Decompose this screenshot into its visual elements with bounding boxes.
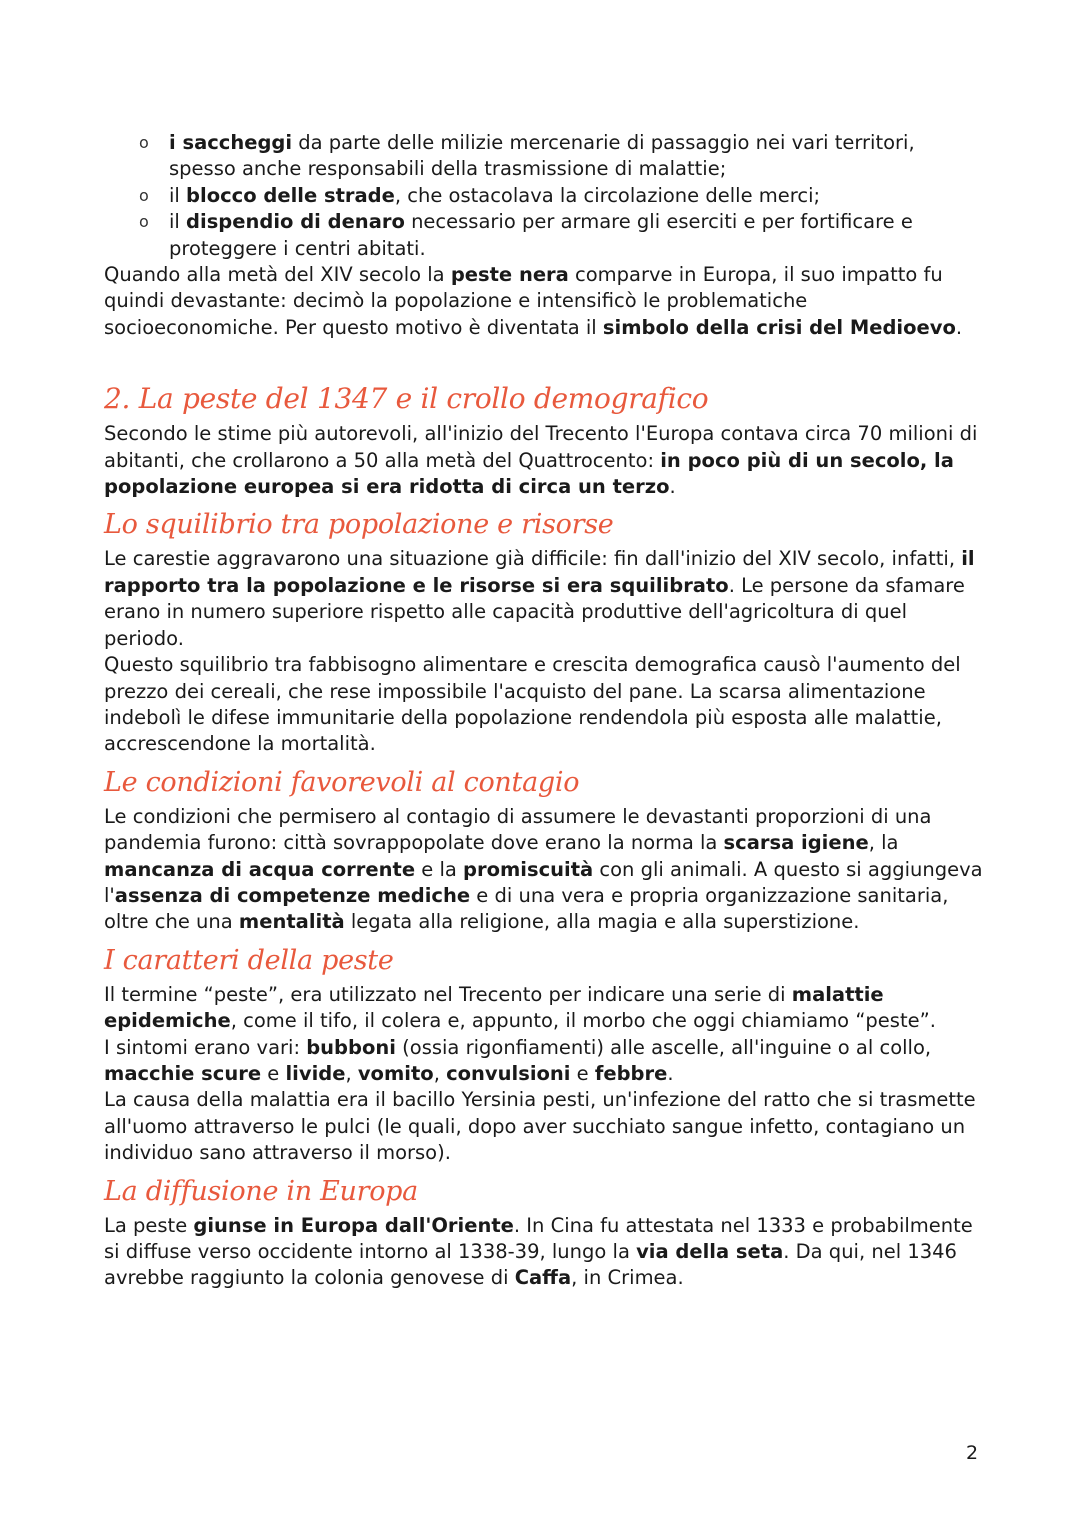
squilibrio-paragraph-2: Questo squilibrio tra fabbisogno alimentare e crescita demografica causò l'aumento del prezzo dei cereali, che rese impossibile l'acquisto del pane. La scarsa alimentazione indebolì le difese immunitarie della popolazione rendendola più esposta alle malattie, accrescendone la mortalità. <box>104 653 961 756</box>
squilibrio-paragraph-1: Le carestie aggravarono una situazione già difficile: fin dall'inizio del XIV secolo, infatti, il rapporto tra la popolazione e le risorse si era squilibrato. Le persone da sfamare erano in numero superiore rispetto alle capacità produttive dell'agricoltura di quel periodo. <box>104 547 975 650</box>
list-item: o il dispendio di denaro necessario per armare gli eserciti e per fortificare e proteggere i centri abitati. <box>139 210 913 260</box>
squilibrio-heading: Lo squilibrio tra popolazione e risorse <box>104 509 614 541</box>
circle-bullet-icon: o <box>139 133 149 152</box>
document-page <box>104 130 984 1292</box>
list-item: o i saccheggi da parte delle milizie mercenarie di passaggio nei vari territori, spesso anche responsabili della trasmissione di malattie; <box>139 131 915 181</box>
intro-paragraph: Quando alla metà del XIV secolo la peste nera comparve in Europa, il suo impatto fu quindi devastante: decimò la popolazione e intensificò le problematiche socioeconomiche. Per questo motivo è diventata il simbolo della crisi del Medioevo. <box>104 263 963 339</box>
diffusione-paragraph: La peste giunse in Europa dall'Oriente. In Cina fu attestata nel 1333 e probabilmente si diffuse verso occidente intorno al 1338-39, lungo la via della seta. Da qui, nel 1346 avrebbe raggiunto la colonia genovese di Caffa, in Crimea. <box>104 1213 973 1290</box>
circle-bullet-icon: o <box>139 185 149 205</box>
section-2-heading: 2. La peste del 1347 e il crollo demografico <box>104 382 709 416</box>
condizioni-heading: Le condizioni favorevoli al contagio <box>104 766 580 798</box>
circle-bullet-icon: o <box>139 212 149 232</box>
condizioni-paragraph: Le condizioni che permisero al contagio di assumere le devastanti proporzioni di una pandemia furono: città sovrappopolate dove erano la norma la scarsa igiene, la mancanza di acqua corrente e la promiscuità con gli animali. A questo si aggiungeva l'assenza di competenze mediche e di una vera e propria organizzazione sanitaria, oltre che una mentalità legata alla religione, alla magia e alla superstizione. <box>104 804 983 934</box>
caratteri-paragraph-1: Il termine “peste”, era utilizzato nel Trecento per indicare una serie di malattie epidemiche, come il tifo, il colera e, appunto, il morbo che oggi chiamiamo “peste”. <box>104 982 936 1033</box>
page-number: 2 <box>966 1442 979 1464</box>
caratteri-paragraph-3: La causa della malattia era il bacillo Yersinia pesti, un'infezione del ratto che si trasmette all'uomo attraverso le pulci (le quali, dopo aver succhiato sangue infetto, contagiano un individuo sano attraverso il morso). <box>104 1088 976 1165</box>
caratteri-heading: I caratteri della peste <box>104 944 394 976</box>
diffusione-heading: La diffusione in Europa <box>104 1175 418 1207</box>
bullet-list <box>104 130 984 262</box>
section-2-paragraph: Secondo le stime più autorevoli, all'inizio del Trecento l'Europa contava circa 70 milioni di abitanti, che crollarono a 50 alla metà del Quattrocento: in poco più di un secolo, la popolazione europea si era ridotta di circa un terzo. <box>104 422 978 499</box>
list-item: o il blocco delle strade, che ostacolava la circolazione delle merci; <box>104 183 984 209</box>
caratteri-paragraph-2: I sintomi erano vari: bubboni (ossia rigonfiamenti) alle ascelle, all'inguine o al collo, macchie scure e livide, vomito, convulsioni e febbre. <box>104 1035 932 1085</box>
